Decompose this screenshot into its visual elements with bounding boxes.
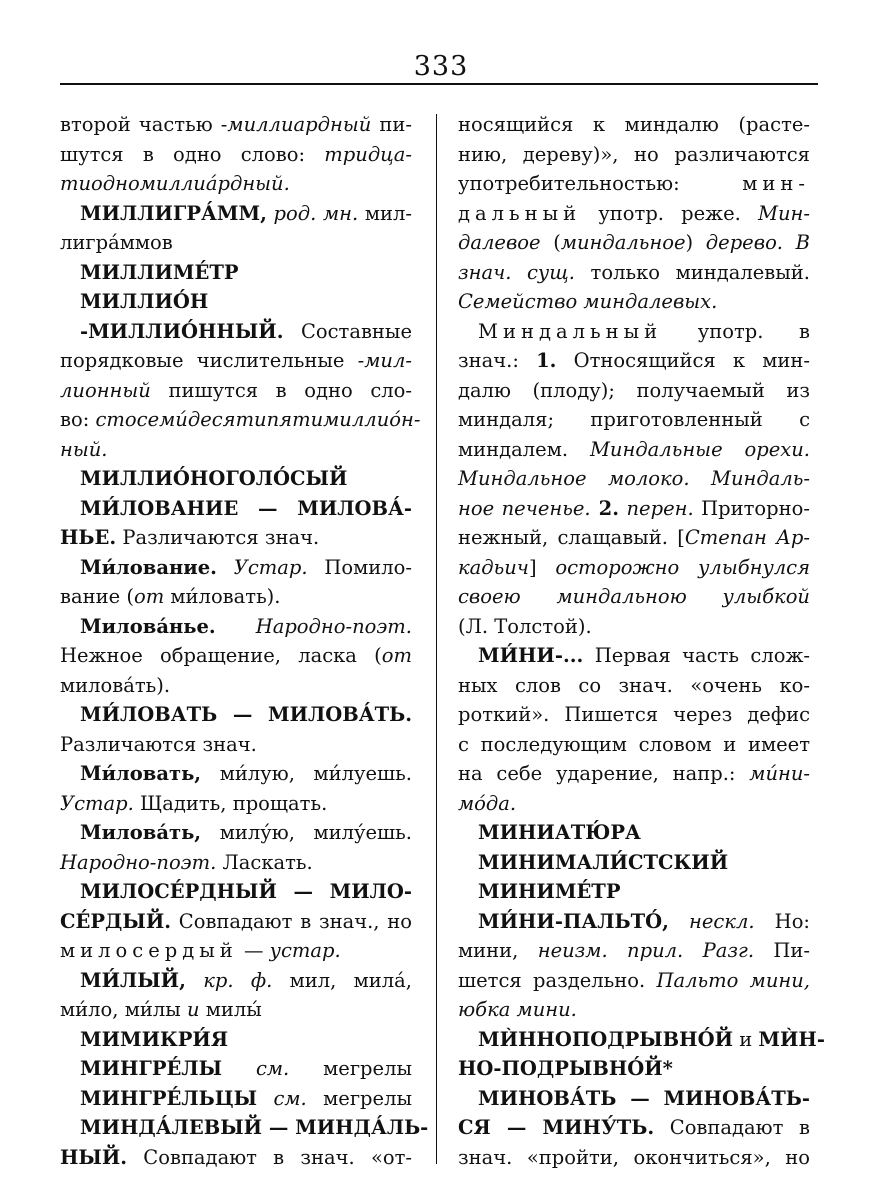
text-run: Миндальный	[478, 319, 663, 343]
text-run: Составные	[283, 319, 412, 343]
italic-run: Пальто мини,	[656, 968, 810, 992]
italic-run: осторожно улыбнулся	[555, 555, 811, 579]
text-run: Совпадают в	[654, 1116, 810, 1139]
headword: НО-ПОДРЫВНО́Й*	[458, 1057, 673, 1080]
italic-run: стосеми́десятипятимиллио́н-	[95, 408, 421, 431]
headword: МЍН-	[758, 1027, 825, 1051]
headword: МЍННОПОДРЫВНО́Й	[478, 1027, 733, 1051]
text-line	[458, 435, 810, 465]
text-run: носящийся к миндалю (расте-	[458, 113, 810, 136]
text-run: Нежное обращение, ласка (	[60, 644, 382, 667]
text-run: нежный, слащавый. [	[458, 526, 685, 549]
italic-run: см.	[222, 1057, 290, 1080]
text-run: мегрелы	[289, 1057, 412, 1080]
text-line	[60, 789, 412, 819]
italic-run: Миндальные орехи.	[589, 437, 810, 461]
text-line	[60, 317, 412, 347]
text-run: ]	[528, 555, 556, 579]
text-run: употр. в	[662, 319, 810, 343]
text-run: и	[733, 1027, 759, 1051]
italic-run: ный.	[60, 437, 108, 461]
italic-run: мо́да.	[458, 791, 517, 815]
headword: МИ́НИ-...	[478, 644, 584, 667]
text-run: шутся в одно слово:	[60, 142, 325, 166]
headword: Милова́нье.	[80, 614, 216, 638]
text-line	[458, 376, 810, 406]
text-line	[458, 848, 810, 878]
text-run: пишутся в одно сло-	[150, 378, 412, 402]
headword: МИ́ЛОВАНИЕ — МИЛОВА́-	[80, 496, 412, 520]
headword: МИ́НИ-ПАЛЬТО́,	[478, 909, 669, 933]
italic-run: см.	[257, 1086, 307, 1110]
text-line	[458, 199, 810, 229]
text-line	[60, 464, 412, 494]
text-line	[60, 435, 412, 465]
text-line	[60, 1025, 412, 1055]
text-run: Щадить, прощать.	[133, 791, 328, 815]
text-run: во:	[60, 408, 96, 431]
text-line	[458, 966, 810, 996]
text-line	[458, 759, 810, 789]
text-run: )	[685, 231, 706, 254]
headword: НЬЕ.	[60, 526, 117, 549]
text-line	[458, 494, 810, 524]
headword: МИНГРЕ́ЛЬЦЫ	[80, 1086, 258, 1110]
headword: МИЛЛИГРА́ММ,	[80, 201, 267, 225]
text-line	[60, 1084, 412, 1114]
text-line	[458, 1143, 810, 1173]
text-line	[458, 936, 810, 966]
page-number: 333	[413, 51, 469, 82]
text-line	[458, 287, 810, 317]
italic-run: кр. ф.	[185, 968, 273, 992]
italic-run: от	[133, 585, 165, 608]
text-run: Ласкать.	[216, 850, 313, 874]
headword: 1.	[536, 349, 557, 372]
text-run: употребительностью:	[458, 172, 743, 195]
text-run: (	[540, 231, 561, 254]
italic-run: Устар.	[216, 555, 308, 579]
text-line	[458, 1054, 810, 1084]
italic-run: тиодномиллиа́рдный.	[60, 172, 290, 195]
text-run: Различаются знач.	[116, 526, 320, 549]
text-run: Совпадают в знач., но	[171, 909, 412, 933]
italic-run: кадьич	[458, 555, 529, 579]
italic-run: Народно-поэт.	[215, 614, 412, 638]
text-line	[60, 700, 412, 730]
headword: СЕ́РДЫЙ.	[60, 909, 172, 933]
text-run: (Л. Толстой).	[458, 614, 592, 638]
text-line	[60, 612, 412, 642]
text-run: употр. реже.	[581, 201, 759, 225]
italic-run: дерево. В	[705, 231, 810, 254]
text-line	[458, 995, 810, 1025]
text-run: только миндалевый.	[574, 260, 810, 284]
headword: 2.	[590, 496, 620, 520]
italic-run: Устар.	[60, 791, 134, 815]
text-line	[60, 907, 412, 937]
text-line	[60, 936, 412, 966]
italic-run: юбка мини.	[458, 998, 577, 1021]
italic-run: Миндальное молоко. Миндаль-	[458, 467, 810, 490]
text-run: мил-	[358, 201, 413, 225]
headword: Ми́ловать,	[80, 762, 202, 785]
headword: МИЛОСЕ́РДНЫЙ — МИЛО-	[80, 880, 412, 903]
italic-run: от	[381, 644, 412, 667]
text-run: Совпадают в знач. «от-	[127, 1145, 412, 1169]
text-run: второй частью -	[60, 113, 228, 136]
text-run: роткий». Пишется через дефис	[458, 703, 810, 726]
text-line	[60, 405, 421, 435]
headword: МИНДА́ЛЕВЫЙ — МИНДА́ЛЬ-	[80, 1116, 429, 1139]
text-line	[458, 671, 810, 701]
headword: НЫЙ.	[60, 1145, 128, 1169]
headword: МИНИАТЮ́РА	[478, 821, 641, 844]
italic-run: и	[186, 998, 200, 1021]
text-run: мини,	[458, 939, 538, 962]
headword: МИ́ЛЫЙ,	[80, 968, 186, 992]
text-run: милова́ть).	[60, 673, 171, 697]
italic-run: Семейство миндалевых.	[458, 290, 718, 313]
text-run: дальный	[458, 201, 582, 225]
headword: СЯ — МИНУ́ТЬ.	[458, 1116, 655, 1139]
italic-run: Степан Ар-	[684, 526, 810, 549]
italic-run: нескл.	[668, 909, 755, 933]
text-run: Различаются знач.	[60, 732, 257, 756]
left-column	[60, 110, 429, 1172]
text-line	[458, 907, 810, 937]
headword: МИНОВА́ТЬ — МИНОВА́ТЬ-	[478, 1086, 810, 1110]
text-line	[458, 140, 810, 170]
text-line	[60, 848, 412, 878]
text-run: Относящийся к мин-	[556, 349, 810, 372]
text-line	[458, 553, 810, 583]
text-line	[458, 700, 810, 730]
text-line	[60, 582, 412, 612]
text-line	[458, 612, 810, 642]
italic-run: миндальное	[560, 231, 686, 254]
text-line	[458, 730, 810, 760]
text-line	[458, 1025, 825, 1055]
headword: МИЛЛИО́НОГОЛО́СЫЙ	[80, 467, 348, 490]
headword: МИНИМЕ́ТР	[478, 880, 621, 903]
headword: -МИЛЛИО́ННЫЙ.	[80, 319, 284, 343]
header-rule	[60, 83, 818, 85]
text-run: далю (плоду); получаемый из	[458, 378, 810, 402]
text-run: с последующим словом и имеет	[458, 732, 810, 756]
italic-run: тридца-	[324, 142, 412, 166]
headword: МИЛЛИМЕ́ТР	[80, 260, 239, 284]
text-run: милосердый	[60, 939, 238, 962]
text-run: милы́	[199, 998, 262, 1021]
headword: Милова́ть,	[80, 821, 202, 844]
headword: МИЛЛИО́Н	[80, 290, 209, 313]
text-line	[458, 405, 810, 435]
text-line	[60, 671, 412, 701]
text-run: Но:	[754, 909, 810, 933]
text-line	[60, 818, 412, 848]
italic-run: неизм. прил. Разг.	[537, 939, 755, 962]
text-line	[60, 228, 412, 258]
text-run: ных слов со знач. «очень ко-	[458, 673, 810, 697]
italic-run: ное печенье.	[458, 496, 591, 520]
text-run: нию, дереву)», но различаются	[458, 142, 810, 166]
text-line	[60, 759, 412, 789]
text-run: Пи-	[754, 939, 810, 962]
headword: МИНГРЕ́ЛЫ	[80, 1057, 223, 1080]
text-line	[60, 641, 412, 671]
text-line	[458, 1113, 810, 1143]
italic-run: устар.	[269, 939, 341, 962]
italic-run: Народно-поэт.	[60, 850, 217, 874]
text-line	[60, 553, 412, 583]
text-line	[60, 730, 412, 760]
text-line	[60, 110, 412, 140]
text-run: миндаля; приготовленный с	[458, 408, 810, 431]
text-line	[458, 582, 810, 612]
text-run: пи-	[371, 113, 412, 136]
text-run: милу́ю, милу́ешь.	[201, 821, 412, 844]
text-run: Приторно-	[693, 496, 810, 520]
text-line	[60, 169, 412, 199]
column-divider	[436, 114, 437, 1164]
headword: МИМИКРИ́Я	[80, 1027, 229, 1051]
text-line	[60, 877, 412, 907]
text-run: ми́ло, ми́лы	[60, 998, 187, 1021]
headword: МИНИМАЛИ́СТСКИЙ	[478, 850, 729, 874]
italic-run: знач. сущ.	[458, 260, 575, 284]
text-line	[458, 523, 810, 553]
headword: Ми́лование.	[80, 555, 217, 579]
italic-run: ми́ни-	[749, 762, 810, 785]
text-line	[458, 110, 810, 140]
italic-run: лионный	[60, 378, 151, 402]
text-run: мегрелы	[306, 1086, 412, 1110]
text-line	[60, 287, 412, 317]
text-line	[60, 1054, 412, 1084]
text-line	[60, 995, 412, 1025]
italic-run: Мин-	[758, 201, 810, 225]
italic-run: перен.	[619, 496, 694, 520]
text-line	[458, 258, 810, 288]
text-line	[60, 966, 412, 996]
text-line	[60, 1113, 429, 1143]
italic-run: миллиардный	[227, 113, 372, 136]
text-line	[60, 199, 412, 229]
text-line	[458, 169, 810, 199]
text-run: шется раздельно.	[458, 968, 657, 992]
text-line	[458, 877, 810, 907]
text-line	[60, 1143, 412, 1173]
text-line	[60, 376, 412, 406]
text-line	[60, 346, 412, 376]
text-run: ми́лую, ми́луешь.	[201, 762, 412, 785]
text-run: миндалем.	[458, 437, 590, 461]
text-line	[458, 818, 810, 848]
text-run: —	[237, 939, 270, 962]
text-run: порядковые числительные -	[60, 349, 365, 372]
text-run: мил, мила́,	[272, 968, 412, 992]
text-run: Помило-	[307, 555, 413, 579]
text-run: знач. «пройти, окончиться», но	[458, 1145, 810, 1169]
right-column	[458, 110, 825, 1172]
text-line	[458, 346, 810, 376]
text-line	[60, 523, 412, 553]
italic-run: род. мн.	[266, 201, 359, 225]
text-line	[458, 789, 810, 819]
text-line	[458, 317, 810, 347]
text-line	[458, 464, 810, 494]
text-line	[60, 494, 412, 524]
text-line	[458, 228, 810, 258]
text-run: лигра́ммов	[60, 231, 173, 254]
text-run: ми́ловать).	[164, 585, 281, 608]
text-line	[60, 140, 412, 170]
text-line	[60, 258, 412, 288]
text-run: мин-	[742, 172, 810, 195]
text-run: на себе ударение, напр.:	[458, 762, 750, 785]
text-run: Первая часть слож-	[583, 644, 810, 667]
italic-run: своею миндальною улыбкой	[458, 585, 810, 608]
text-run: вание (	[60, 585, 134, 608]
text-run: знач.:	[458, 349, 537, 372]
italic-run: мил-	[364, 349, 412, 372]
text-line	[458, 1084, 810, 1114]
headword: МИ́ЛОВАТЬ — МИЛОВА́ТЬ.	[80, 703, 412, 726]
italic-run: далевое	[458, 231, 541, 254]
text-line	[458, 641, 810, 671]
